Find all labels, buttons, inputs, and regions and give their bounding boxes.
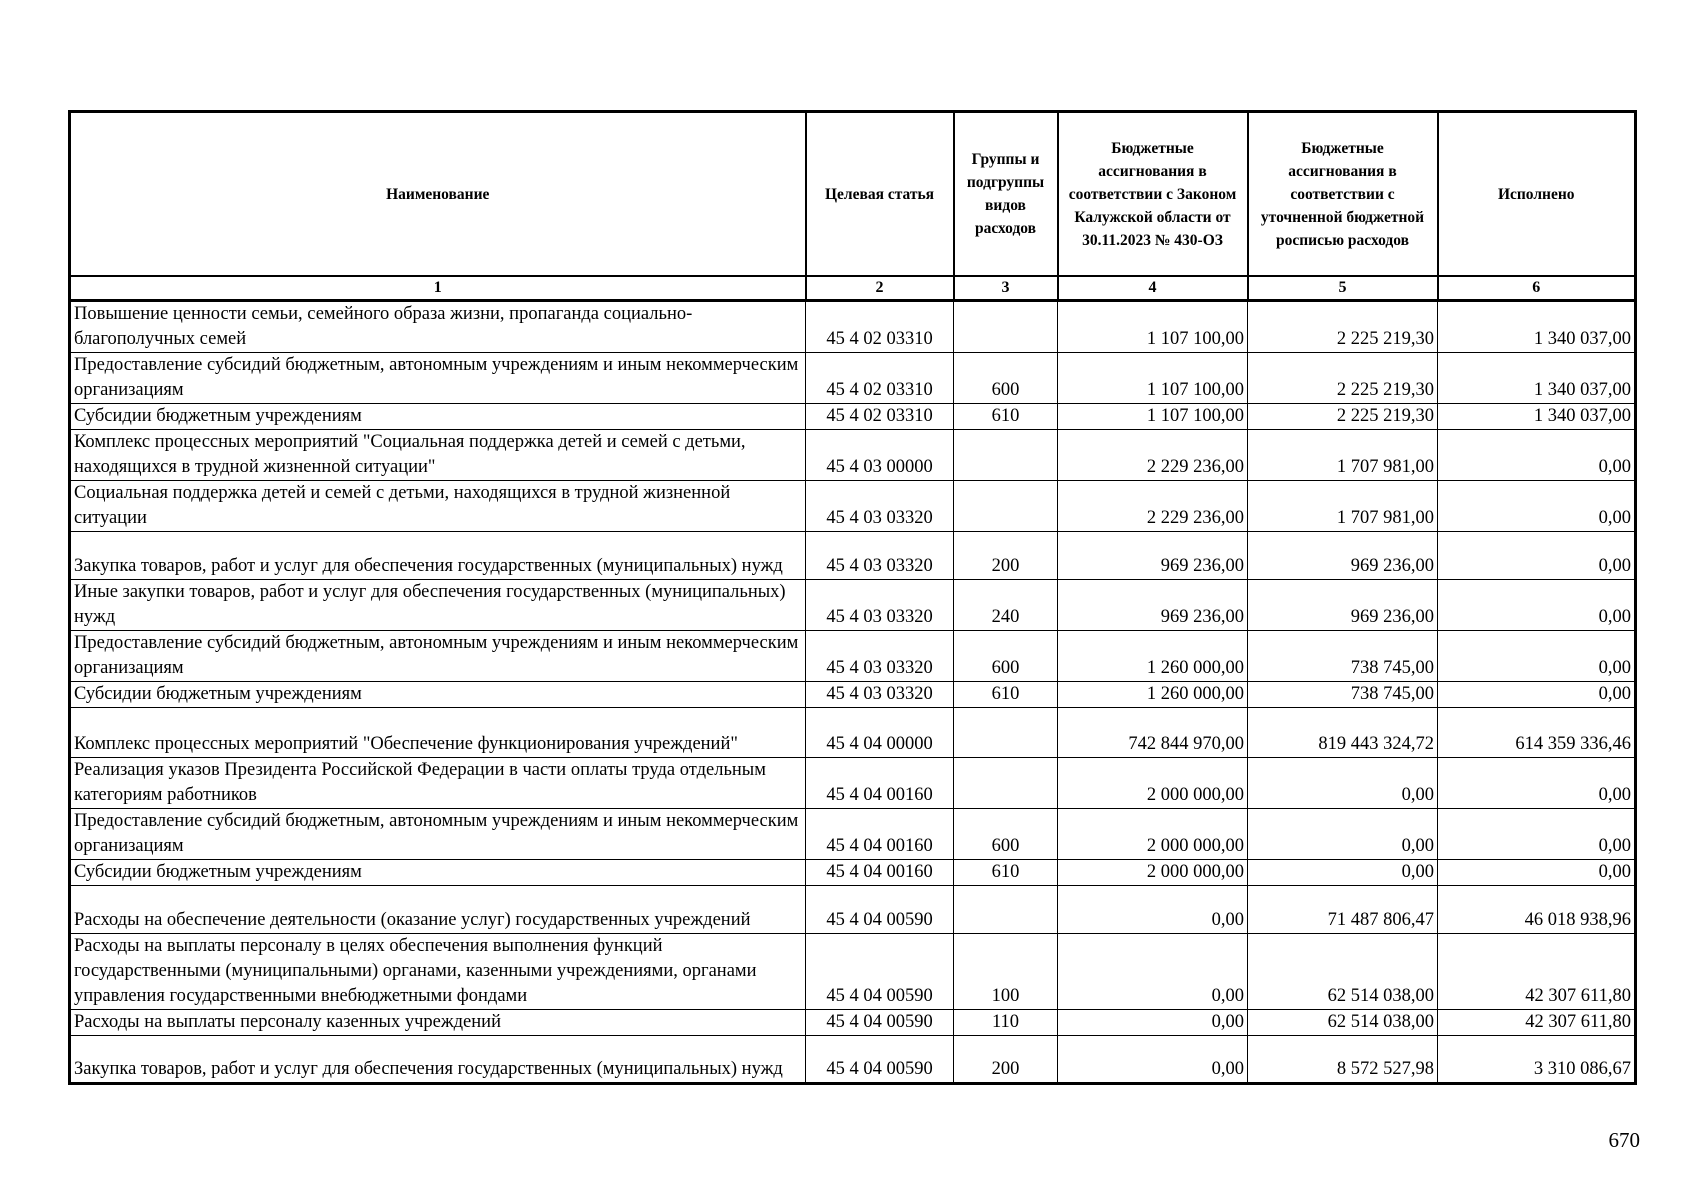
- cell-schedule-allocation: 62 514 038,00: [1248, 934, 1438, 1010]
- cell-executed: 1 340 037,00: [1438, 301, 1636, 353]
- cell-schedule-allocation: 2 225 219,30: [1248, 404, 1438, 430]
- cell-target-article: 45 4 04 00160: [806, 758, 954, 809]
- cell-name: Предоставление субсидий бюджетным, автономным учреждениям и иным некоммерческим организациям: [70, 631, 806, 682]
- cell-target-article: 45 4 03 03320: [806, 481, 954, 532]
- cell-name: Социальная поддержка детей и семей с детьми, находящихся в трудной жизненной ситуации: [70, 481, 806, 532]
- cell-target-article: 45 4 04 00160: [806, 860, 954, 886]
- column-number: 4: [1058, 276, 1248, 301]
- cell-expense-group: 610: [954, 860, 1058, 886]
- cell-name: Иные закупки товаров, работ и услуг для обеспечения государственных (муниципальных) нужд: [70, 580, 806, 631]
- table-body: [70, 301, 1636, 1084]
- cell-schedule-allocation: 819 443 324,72: [1248, 708, 1438, 758]
- cell-target-article: 45 4 04 00590: [806, 934, 954, 1010]
- cell-law-allocation: 969 236,00: [1058, 532, 1248, 580]
- cell-executed: 0,00: [1438, 860, 1636, 886]
- cell-executed: 0,00: [1438, 682, 1636, 708]
- cell-law-allocation: 1 107 100,00: [1058, 301, 1248, 353]
- cell-target-article: 45 4 03 00000: [806, 430, 954, 481]
- cell-law-allocation: 0,00: [1058, 934, 1248, 1010]
- table-row: [70, 1036, 1636, 1084]
- cell-executed: 0,00: [1438, 631, 1636, 682]
- cell-expense-group: 110: [954, 1010, 1058, 1036]
- cell-executed: 614 359 336,46: [1438, 708, 1636, 758]
- table-row: [70, 631, 1636, 682]
- header-expense-groups: Группы и подгруппы видов расходов: [954, 112, 1058, 277]
- cell-law-allocation: 0,00: [1058, 886, 1248, 934]
- header-name: Наименование: [70, 112, 806, 277]
- cell-expense-group: 600: [954, 631, 1058, 682]
- cell-expense-group: 600: [954, 809, 1058, 860]
- cell-executed: 0,00: [1438, 481, 1636, 532]
- cell-expense-group: [954, 886, 1058, 934]
- column-number: 5: [1248, 276, 1438, 301]
- cell-target-article: 45 4 03 03320: [806, 532, 954, 580]
- cell-executed: 42 307 611,80: [1438, 934, 1636, 1010]
- cell-target-article: 45 4 02 03310: [806, 404, 954, 430]
- cell-schedule-allocation: 71 487 806,47: [1248, 886, 1438, 934]
- cell-target-article: 45 4 02 03310: [806, 353, 954, 404]
- cell-schedule-allocation: 0,00: [1248, 860, 1438, 886]
- cell-name: Закупка товаров, работ и услуг для обеспечения государственных (муниципальных) нужд: [70, 1036, 806, 1084]
- cell-law-allocation: 2 229 236,00: [1058, 481, 1248, 532]
- cell-name: Комплекс процессных мероприятий "Социальная поддержка детей и семей с детьми, находящихся в трудной жизненной ситуации": [70, 430, 806, 481]
- cell-expense-group: [954, 301, 1058, 353]
- table-row: [70, 301, 1636, 353]
- cell-name: Комплекс процессных мероприятий "Обеспечение функционирования учреждений": [70, 708, 806, 758]
- cell-law-allocation: 0,00: [1058, 1010, 1248, 1036]
- cell-target-article: 45 4 04 00590: [806, 1036, 954, 1084]
- cell-target-article: 45 4 04 00000: [806, 708, 954, 758]
- cell-name: Реализация указов Президента Российской Федерации в части оплаты труда отдельным категориям работников: [70, 758, 806, 809]
- cell-target-article: 45 4 02 03310: [806, 301, 954, 353]
- cell-name: Субсидии бюджетным учреждениям: [70, 682, 806, 708]
- table-row: [70, 758, 1636, 809]
- table-row: [70, 481, 1636, 532]
- cell-name: Закупка товаров, работ и услуг для обеспечения государственных (муниципальных) нужд: [70, 532, 806, 580]
- budget-sheet: [68, 110, 1634, 1085]
- header-schedule-allocations: Бюджетные ассигнования в соответствии с уточненной бюджетной росписью расходов: [1248, 112, 1438, 277]
- cell-name: Предоставление субсидий бюджетным, автономным учреждениям и иным некоммерческим организациям: [70, 809, 806, 860]
- table-row: [70, 404, 1636, 430]
- cell-executed: 0,00: [1438, 809, 1636, 860]
- cell-expense-group: 200: [954, 1036, 1058, 1084]
- cell-name: Повышение ценности семьи, семейного образа жизни, пропаганда социально-благополучных семей: [70, 301, 806, 353]
- cell-expense-group: [954, 708, 1058, 758]
- cell-schedule-allocation: 738 745,00: [1248, 682, 1438, 708]
- cell-law-allocation: 0,00: [1058, 1036, 1248, 1084]
- cell-target-article: 45 4 04 00590: [806, 886, 954, 934]
- cell-executed: 3 310 086,67: [1438, 1036, 1636, 1084]
- table-row: [70, 430, 1636, 481]
- cell-executed: 1 340 037,00: [1438, 353, 1636, 404]
- header-target-article: Целевая статья: [806, 112, 954, 277]
- cell-target-article: 45 4 03 03320: [806, 580, 954, 631]
- cell-law-allocation: 1 107 100,00: [1058, 404, 1248, 430]
- cell-executed: 42 307 611,80: [1438, 1010, 1636, 1036]
- column-number: 1: [70, 276, 806, 301]
- cell-law-allocation: 1 260 000,00: [1058, 631, 1248, 682]
- table-row: [70, 1010, 1636, 1036]
- budget-table: [68, 110, 1637, 1085]
- table-row: [70, 580, 1636, 631]
- cell-executed: 0,00: [1438, 580, 1636, 631]
- cell-schedule-allocation: 969 236,00: [1248, 532, 1438, 580]
- cell-law-allocation: 1 260 000,00: [1058, 682, 1248, 708]
- header-law-allocations: Бюджетные ассигнования в соответствии с Законом Калужской области от 30.11.2023 № 430-ОЗ: [1058, 112, 1248, 277]
- cell-executed: 0,00: [1438, 430, 1636, 481]
- column-number: 6: [1438, 276, 1636, 301]
- header-row: [70, 112, 1636, 277]
- cell-executed: 0,00: [1438, 532, 1636, 580]
- column-number: 2: [806, 276, 954, 301]
- table-row: [70, 532, 1636, 580]
- cell-schedule-allocation: 969 236,00: [1248, 580, 1438, 631]
- table-row: [70, 809, 1636, 860]
- page-number: 670: [1608, 1128, 1640, 1152]
- cell-expense-group: 600: [954, 353, 1058, 404]
- cell-executed: 0,00: [1438, 758, 1636, 809]
- table-row: [70, 886, 1636, 934]
- cell-name: Расходы на обеспечение деятельности (оказание услуг) государственных учреждений: [70, 886, 806, 934]
- cell-expense-group: 100: [954, 934, 1058, 1010]
- table-row: [70, 708, 1636, 758]
- cell-expense-group: 240: [954, 580, 1058, 631]
- cell-law-allocation: 2 000 000,00: [1058, 809, 1248, 860]
- cell-law-allocation: 969 236,00: [1058, 580, 1248, 631]
- cell-name: Предоставление субсидий бюджетным, автономным учреждениям и иным некоммерческим организациям: [70, 353, 806, 404]
- column-number: 3: [954, 276, 1058, 301]
- cell-law-allocation: 2 000 000,00: [1058, 758, 1248, 809]
- cell-schedule-allocation: 2 225 219,30: [1248, 353, 1438, 404]
- cell-expense-group: [954, 481, 1058, 532]
- cell-law-allocation: 1 107 100,00: [1058, 353, 1248, 404]
- table-row: [70, 682, 1636, 708]
- cell-name: Расходы на выплаты персоналу казенных учреждений: [70, 1010, 806, 1036]
- cell-target-article: 45 4 04 00160: [806, 809, 954, 860]
- cell-schedule-allocation: 1 707 981,00: [1248, 430, 1438, 481]
- table-row: [70, 353, 1636, 404]
- cell-expense-group: 610: [954, 404, 1058, 430]
- column-number-row: [70, 276, 1636, 301]
- cell-law-allocation: 2 000 000,00: [1058, 860, 1248, 886]
- cell-schedule-allocation: 8 572 527,98: [1248, 1036, 1438, 1084]
- cell-target-article: 45 4 04 00590: [806, 1010, 954, 1036]
- cell-name: Субсидии бюджетным учреждениям: [70, 404, 806, 430]
- cell-expense-group: 610: [954, 682, 1058, 708]
- table-row: [70, 934, 1636, 1010]
- cell-name: Расходы на выплаты персоналу в целях обеспечения выполнения функций государственными (муниципальными) органами, казенными учреждениями, органами управления государственными внебюджетными фондами: [70, 934, 806, 1010]
- cell-schedule-allocation: 0,00: [1248, 809, 1438, 860]
- cell-executed: 1 340 037,00: [1438, 404, 1636, 430]
- cell-expense-group: [954, 430, 1058, 481]
- cell-law-allocation: 2 229 236,00: [1058, 430, 1248, 481]
- cell-target-article: 45 4 03 03320: [806, 682, 954, 708]
- cell-executed: 46 018 938,96: [1438, 886, 1636, 934]
- header-executed: Исполнено: [1438, 112, 1636, 277]
- cell-schedule-allocation: 738 745,00: [1248, 631, 1438, 682]
- cell-expense-group: 200: [954, 532, 1058, 580]
- cell-target-article: 45 4 03 03320: [806, 631, 954, 682]
- cell-name: Субсидии бюджетным учреждениям: [70, 860, 806, 886]
- cell-schedule-allocation: 1 707 981,00: [1248, 481, 1438, 532]
- cell-law-allocation: 742 844 970,00: [1058, 708, 1248, 758]
- table-row: [70, 860, 1636, 886]
- cell-schedule-allocation: 2 225 219,30: [1248, 301, 1438, 353]
- cell-expense-group: [954, 758, 1058, 809]
- cell-schedule-allocation: 0,00: [1248, 758, 1438, 809]
- cell-schedule-allocation: 62 514 038,00: [1248, 1010, 1438, 1036]
